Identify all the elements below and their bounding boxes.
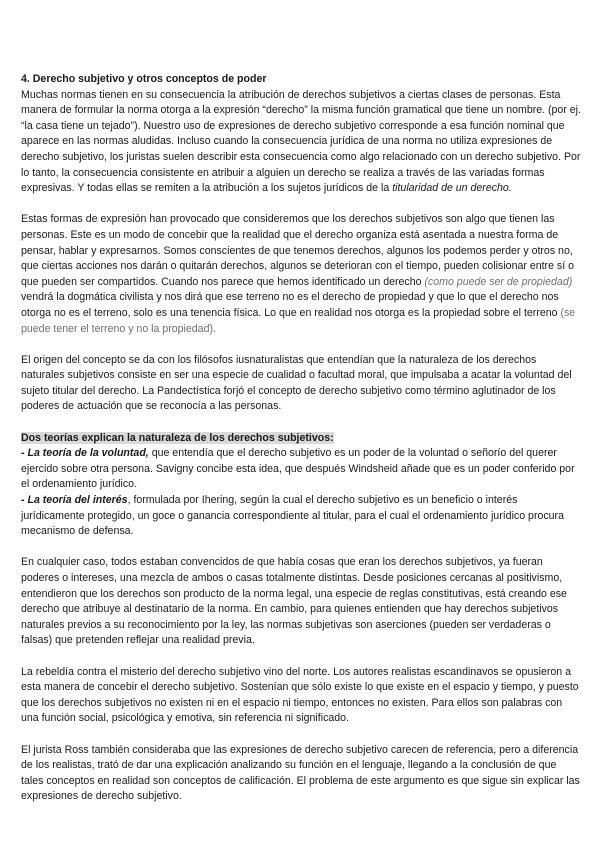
- spacer: [21, 649, 581, 665]
- paragraph-3: El origen del concepto se da con los filósofos iusnaturalistas que entendían que la naturaleza de los derechos naturales subjetivos consiste en ser una especie de cualidad o facultad moral, que impulsaba a acatar la voluntad del sujeto titular del derecho. La Pandectística forjó el concepto de derecho subjetivo como término aglutinador de los poderes de actuación que se reconocía a las personas.: [21, 353, 572, 413]
- theory-voluntad-text: que entendía que el derecho subjetivo es un poder de la voluntad o señorío del querer ejercido sobre otra persona. Savigny concibe esta idea, que después Windsheid añade que es un poder conferido por el ordenamiento jurídico.: [21, 447, 575, 491]
- paragraph-5: La rebeldía contra el misterio del derecho subjetivo vino del norte. Los autores realistas escandinavos se opusieron a esta manera de concebir el derecho subjetivo. Sostenían que sólo existe lo que existe en el espacio y tiempo, y puesto que los derechos subjetivos no existen ni en el espacio ni tiempo, entonces no existen. Para ellos son palabras con una función social, psicológica y emotiva, sin referencia ni significado.: [21, 665, 579, 725]
- paragraph-2-aside: (como puede ser de propiedad): [424, 275, 573, 288]
- paragraph-2-text-a: Estas formas de expresión han provocado que consideremos que los derechos subjetivos son algo que tienen las personas. Este es un modo de concebir que la realidad que el derecho organiza está asentada a nuestra forma de pensar, hablar y expresarnos. Somos conscientes de que tenemos derechos, algunos los podemos perder y otros no, que ciertas acciones nos darán o quitarán derechos, algunos se deterioran con el tiempo, pueden colisionar entre sí o que pueden ser compartidos. Cuando nos parece que hemos identificado un derecho: [21, 213, 574, 288]
- highlighted-heading: Dos teorías explican la naturaleza de los derechos subjetivos:: [21, 431, 334, 444]
- theory-interes-text: , formulada por Ihering, según la cual el derecho subjetivo es un beneficio o interés jurídicamente protegido, un goce o ganancia correspondiente al titular, para el cual el ordenamiento jurídico procura mecanismo de defensa.: [21, 494, 564, 538]
- spacer: [21, 337, 581, 353]
- paragraph-6: El jurista Ross también consideraba que las expresiones de derecho subjetivo carecen de referencia, pero a diferencia de los realistas, trató de dar una explicación analizando su función en el lenguaje, llegando a la conclusión de que tales conceptos en realidad son conceptos de calificación. El problema de este argumento es que sigue sin explicar las expresiones de derecho subjetivo.: [21, 743, 580, 803]
- section-title: 4. Derecho subjetivo y otros conceptos de poder: [21, 73, 267, 85]
- document-page: [21, 72, 581, 805]
- theory-interes: [21, 493, 581, 540]
- spacer: [21, 727, 581, 743]
- theories-heading: [21, 431, 581, 447]
- theory-voluntad: [21, 446, 581, 493]
- paragraph-1-text: Muchas normas tienen en su consecuencia la atribución de derechos subjetivos a ciertas clases de personas. Esta manera de formular la norma otorga a la expresión “derecho” la misma función gramatical que tiene un nombre. (por ej. “la casa tiene un tejado”). Nuestro uso de expresiones de derecho subjetivo corresponde a esa función nominal que aparece en las normas aludidas. Incluso cuando la consecuencia jurídica de una norma no utiliza expresiones de derecho subjetivo, los juristas suelen describir esta consecuencia como algo relacionado con un derecho subjetivo. Por lo tanto, la consecuencia consistente en atribuir a alguien un derecho se realiza a través de las variadas formas expresivas. Y todas ellas se remiten a la atribución a los sujetos jurídicos de la: [21, 88, 581, 195]
- paragraph-1-italic: titularidad de un derecho.: [392, 182, 512, 195]
- paragraph-2-text-b: vendrá la dogmática civilista y nos dirá que ese terreno no es el derecho de propiedad y que lo que el derecho nos otorga no es el terreno, solo es una tenencia física. Lo que en realidad nos otorga es la propiedad sobre el terreno: [21, 291, 561, 319]
- paragraph-1: [21, 88, 581, 197]
- paragraph-2: [21, 212, 581, 337]
- theory-interes-label: - La teoría del interés: [21, 494, 128, 507]
- spacer: [21, 197, 581, 213]
- spacer: [21, 415, 581, 431]
- theory-voluntad-label: - La teoría de la voluntad,: [21, 447, 149, 460]
- spacer: [21, 540, 581, 556]
- paragraph-2-aside-end: (se puede tener el terreno y no la propiedad).: [21, 306, 576, 335]
- paragraph-4: En cualquier caso, todos estaban convencidos de que había cosas que eran los derechos subjetivos, ya fueran poderes o intereses, una mezcla de ambos o casas totalmente distintas. Desde posiciones cercanas al positivismo, entendieron que los derechos son producto de la norma legal, una especie de reglas constitutivas, está creando ese derecho que atribuye al destinatario de la norma. En cambio, para quienes entienden que hay derechos subjetivos naturales previos a su reconocimiento por la ley, las normas subjetivas son aserciones (pueden ser verdaderas o falsas) que pretenden reflejar una realidad previa.: [21, 556, 567, 647]
